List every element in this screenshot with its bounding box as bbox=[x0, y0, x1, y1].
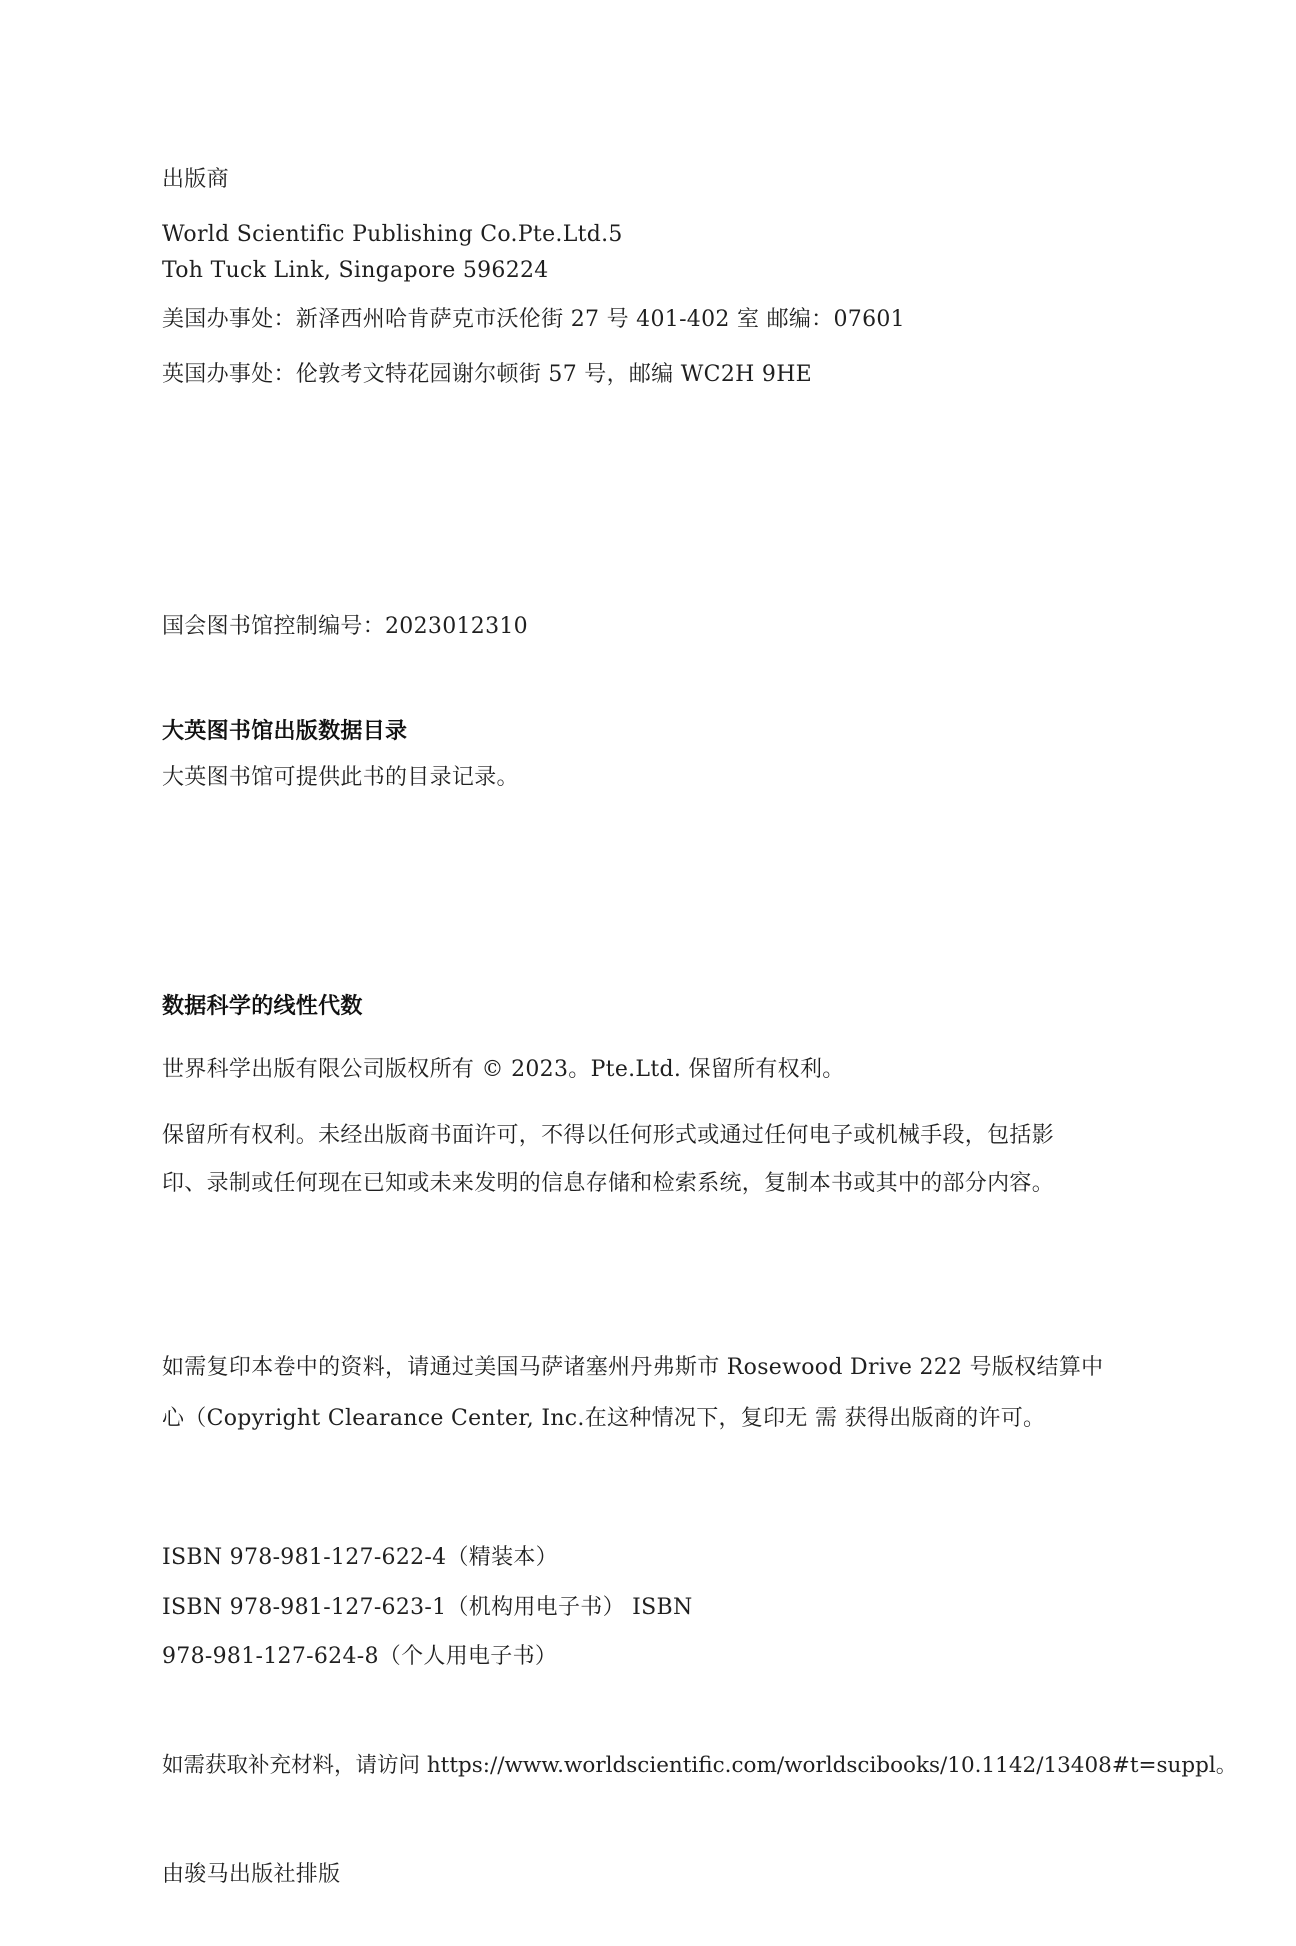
typesetting-credit: 由骏马出版社排版 bbox=[162, 1862, 341, 1887]
publisher-heading: 出版商 bbox=[162, 167, 229, 192]
uk-office-address: 英国办事处：伦敦考文特花园谢尔顿街 57 号，邮编 WC2H 9HE bbox=[162, 362, 813, 387]
publisher-address-line1: World Scientific Publishing Co.Pte.Ltd.5 bbox=[162, 222, 623, 247]
british-library-text: 大英图书馆可提供此书的目录记录。 bbox=[162, 765, 519, 790]
isbn-line2: ISBN 978-981-127-623-1（机构用电子书） ISBN bbox=[162, 1595, 693, 1620]
copyright-page bbox=[162, 0, 1238, 1946]
rights-text-line1: 保留所有权利。未经出版商书面许可，不得以任何形式或通过任何电子或机械手段，包括影 bbox=[162, 1123, 1055, 1148]
rights-text-line2: 印、录制或任何现在已知或未来发明的信息存储和检索系统，复制本书或其中的部分内容。 bbox=[162, 1171, 1055, 1196]
us-office-address: 美国办事处：新泽西州哈肯萨克市沃伦街 27 号 401-402 室 邮编：07601 bbox=[162, 307, 905, 332]
book-title: 数据科学的线性代数 bbox=[162, 994, 363, 1019]
isbn-line1: ISBN 978-981-127-622-4（精装本） bbox=[162, 1545, 558, 1570]
copyright-notice: 世界科学出版有限公司版权所有 © 2023。Pte.Ltd. 保留所有权利。 bbox=[162, 1057, 845, 1082]
photocopy-text-line2: 心（Copyright Clearance Center, Inc.在这种情况下，复印无 需 获得出版商的许可。 bbox=[162, 1406, 1046, 1431]
supplementary-materials-text: 如需获取补充材料，请访问 https://www.worldscientific.com/worldscibooks/10.1142/13408#t=suppl。 bbox=[162, 1753, 1238, 1778]
photocopy-text-line1: 如需复印本卷中的资料，请通过美国马萨诸塞州丹弗斯市 Rosewood Drive 222 号版权结算中 bbox=[162, 1355, 1104, 1380]
british-library-heading: 大英图书馆出版数据目录 bbox=[162, 719, 408, 744]
isbn-line3: 978-981-127-624-8（个人用电子书） bbox=[162, 1644, 558, 1669]
publisher-address-line2: Toh Tuck Link, Singapore 596224 bbox=[162, 258, 549, 283]
library-of-congress-control-number: 国会图书馆控制编号：2023012310 bbox=[162, 614, 528, 639]
